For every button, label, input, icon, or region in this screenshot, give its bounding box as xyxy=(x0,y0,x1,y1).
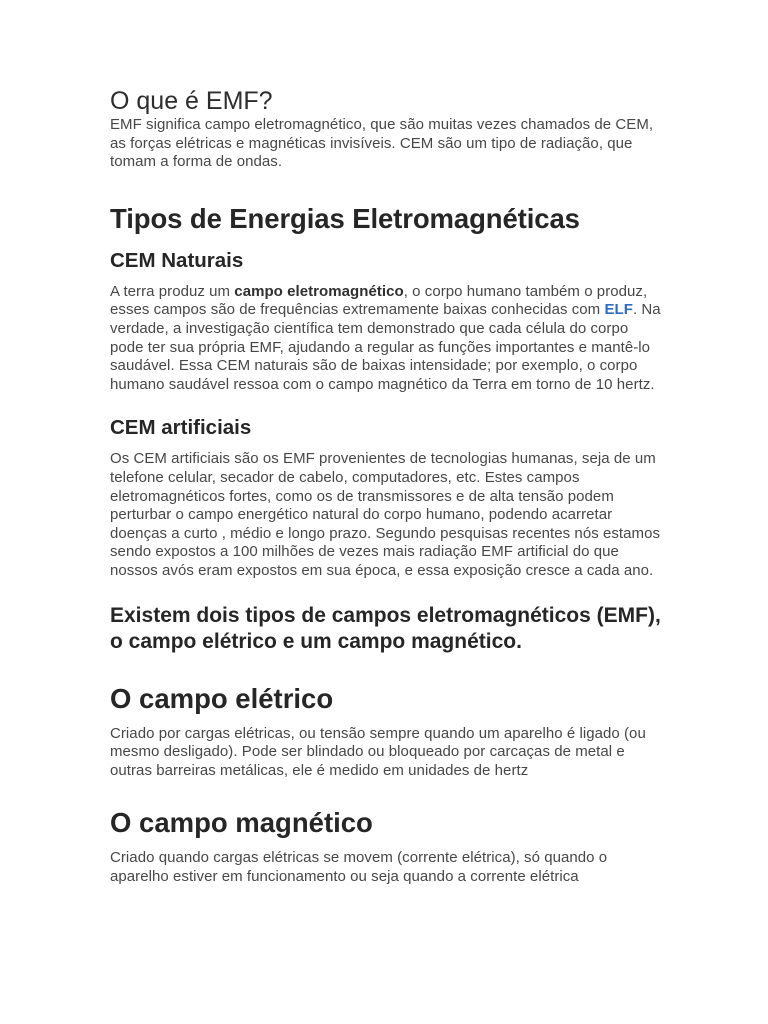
magnetic-heading: O campo magnético xyxy=(110,807,373,839)
intro-paragraph: EMF significa campo eletromagnético, que são muitas vezes chamados de CEM, as forças elétricas e magnéticas invisíveis. CEM são um tipo de radiação, que tomam a forma de ondas. xyxy=(110,116,654,171)
artificial-heading: CEM artificiais xyxy=(110,416,252,440)
natural-text-2: , o corpo humano também o produz, esses campos são de frequências extremamente baixas conhecidas com xyxy=(110,282,648,319)
magnetic-paragraph: Criado quando cargas elétricas se movem (corrente elétrica), só quando o aparelho estiver em funcionamento ou seja quando a corrente elétrica xyxy=(110,849,608,885)
natural-text-3: . Na verdade, a investigação científica tem demonstrado que cada célula do corpo pode ter sua própria EMF, ajudando a regular as funções importantes e mantê-lo saudável. Essa CEM naturais são de baixas intensidade; por exemplo, o corpo humano saudável ressoa com o campo magnético da Terra em torno de 10 hertz. xyxy=(110,301,661,393)
two-types-heading: Existem dois tipos de campos eletromagnéticos (EMF), o campo elétrico e um campo magnético. xyxy=(110,603,661,653)
electric-heading: O campo elétrico xyxy=(110,682,334,714)
natural-bold-term: campo eletromagnético xyxy=(234,282,404,300)
intro-title: O que é EMF? xyxy=(110,87,273,115)
natural-heading: CEM Naturais xyxy=(110,248,244,272)
natural-text-1: A terra produz um xyxy=(110,282,235,300)
electric-paragraph: Criado por cargas elétricas, ou tensão sempre quando um aparelho é ligado (ou mesmo desligado). Pode ser blindado ou bloqueado por carcaças de metal e outras barreiras metálicas, ele é medido em unidades de hertz xyxy=(110,724,646,779)
artificial-paragraph: Os CEM artificiais são os EMF provenientes de tecnologias humanas, seja de um telefone celular, secador de cabelo, computadores, etc. Estes campos eletromagnéticos fortes, como os de transmissores e de alta tensão podem perturbar o campo energético natural do corpo humano, podendo acarretar doenças a curto , médio e longo prazo. Segundo pesquisas recentes nós estamos sendo expostos a 100 milhões de vezes mais radiação EMF artificial do que nossos avós eram expostos em sua época, e essa exposição cresce a cada ano. xyxy=(110,450,661,579)
natural-paragraph xyxy=(110,283,662,395)
elf-link[interactable]: ELF xyxy=(604,301,633,319)
main-heading: Tipos de Energias Eletromagnéticas xyxy=(110,202,580,234)
document-content xyxy=(110,86,662,886)
